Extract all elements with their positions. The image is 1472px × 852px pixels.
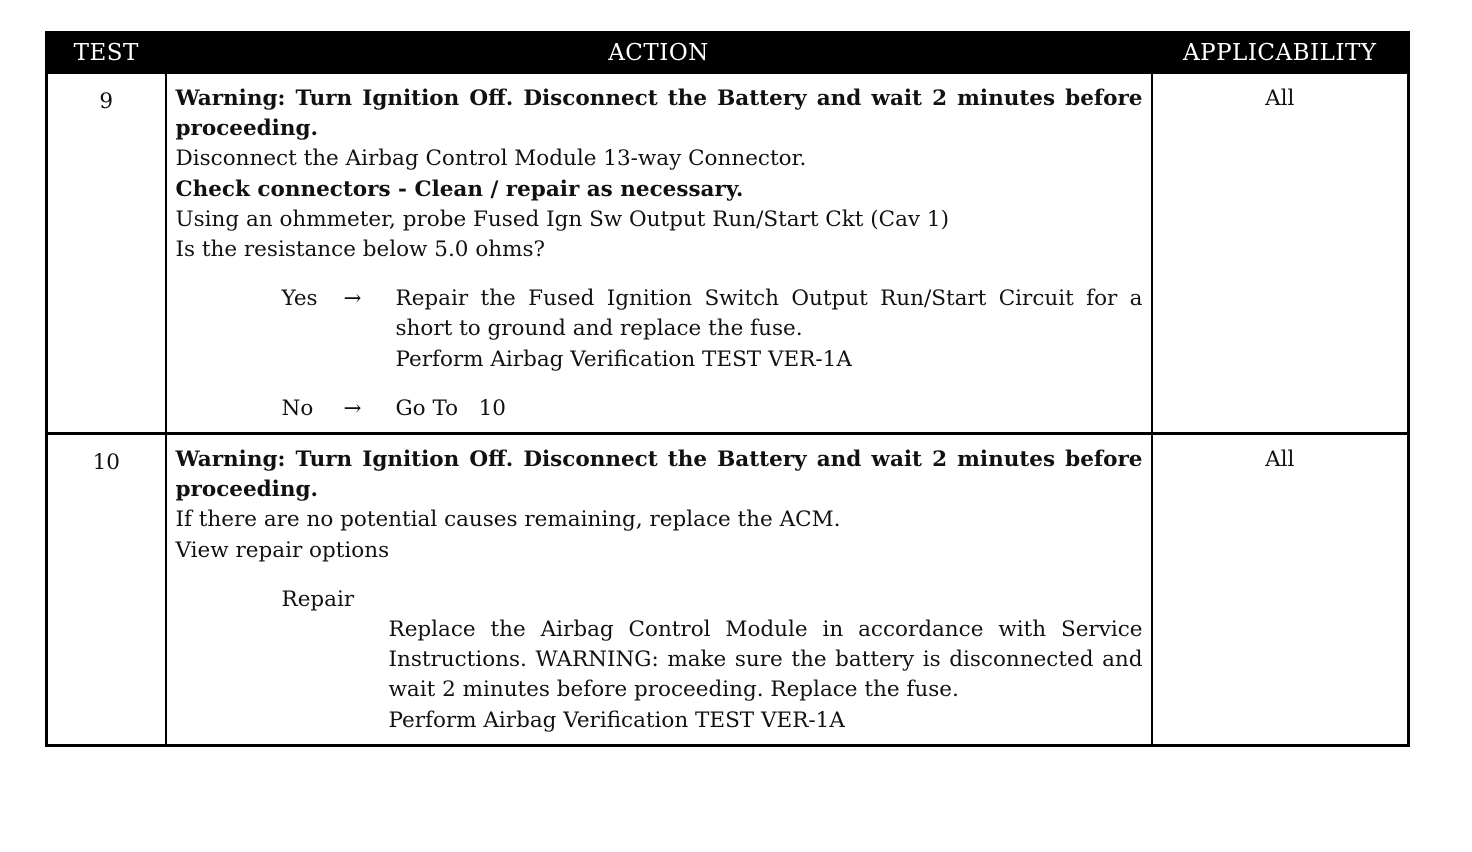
action-cell <box>166 434 1152 746</box>
instruction-line-bold: Check connectors - Clean / repair as necessary. <box>175 176 744 202</box>
table-row <box>47 434 1409 746</box>
no-branch <box>282 394 1143 424</box>
header-action: ACTION <box>166 33 1152 74</box>
instruction-line: Using an ohmmeter, probe Fused Ign Sw Output Run/Start Ckt (Cav 1) <box>175 206 949 232</box>
no-label: No <box>281 395 314 421</box>
test-number: 9 <box>47 73 166 434</box>
repair-label: Repair <box>281 586 355 612</box>
table-header-row <box>47 33 1409 74</box>
table-row <box>47 73 1409 434</box>
repair-verification: Perform Airbag Verification TEST VER-1A <box>388 707 845 733</box>
instruction-line: Disconnect the Airbag Control Module 13-way Connector. <box>175 146 807 172</box>
test-number: 10 <box>47 434 166 746</box>
no-result: Go To 10 <box>395 395 506 421</box>
repair-instructions: Replace the Airbag Control Module in accordance with Service Instructions. WARNING: make sure the battery is disconnected and wait 2 minutes before proceeding. Replace the fuse. <box>388 617 1143 703</box>
yes-result <box>396 284 1143 375</box>
header-test: TEST <box>47 33 166 74</box>
warning-text: Warning: Turn Ignition Off. Disconnect the Battery and wait 2 minutes before proceeding. <box>175 447 1143 503</box>
question-line: Is the resistance below 5.0 ohms? <box>175 237 546 263</box>
instruction-line: View repair options <box>175 537 390 563</box>
action-cell <box>166 73 1152 434</box>
warning-text: Warning: Turn Ignition Off. Disconnect the Battery and wait 2 minutes before proceeding. <box>175 86 1143 142</box>
yes-branch <box>282 284 1143 375</box>
applicability-value: All <box>1152 434 1409 746</box>
yes-result-text: Repair the Fused Ignition Switch Output Run/Start Circuit for a short to ground and replace the fuse. <box>395 286 1143 342</box>
right-arrow-icon: → <box>343 286 362 312</box>
header-applicability: APPLICABILITY <box>1152 33 1409 74</box>
diagnostic-test-table <box>45 31 1410 747</box>
applicability-value: All <box>1152 73 1409 434</box>
right-arrow-icon: → <box>343 395 362 421</box>
instruction-line: If there are no potential causes remaining, replace the ACM. <box>175 507 841 533</box>
yes-label: Yes <box>281 286 318 312</box>
yes-result-text-2: Perform Airbag Verification TEST VER-1A <box>395 346 852 372</box>
